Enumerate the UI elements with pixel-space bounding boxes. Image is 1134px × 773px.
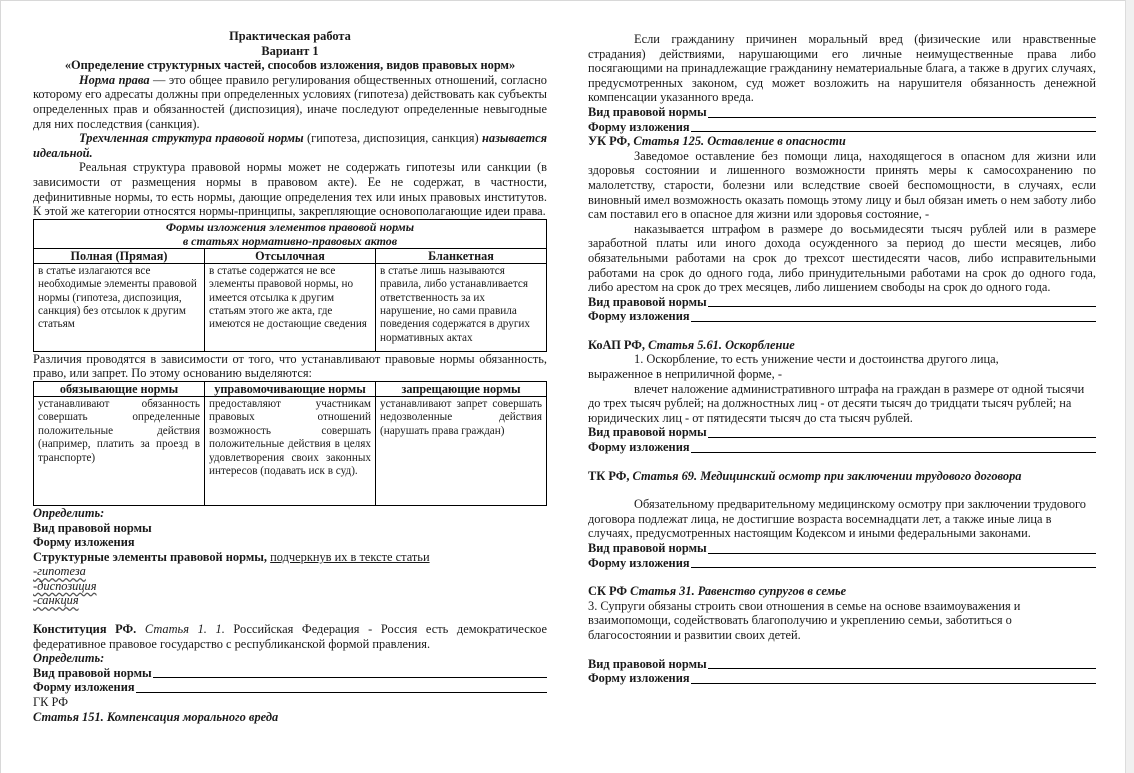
forms-cell-full: в статье излагаются все необходимые элементы правовой нормы (гипотеза, диспозиция, санкция) без отсылок к другим статьям xyxy=(34,263,205,351)
tk-article-heading: ТК РФ, Статья 69. Медицинский осмотр при заключении трудового договора xyxy=(588,468,1022,483)
term-three-part-structure: Трехчленная структура правовой нормы xyxy=(79,131,304,146)
gk-article-text: Если гражданину причинен моральный вред (физические или нравственные страдания) действиями, нарушающими его личные неимущественные права либо посягающими на принадлежащие гражданину нематериальные блага, а также в других случаях, предусмотренных законом, суд может возложить на нарушителя обязанность денежной компенсации указанного вреда. xyxy=(588,32,1096,105)
types-intro: Различия проводятся в зависимости от того, что устанавливают правовые нормы обязанность, право, или запрет. По этому основанию выделяются: xyxy=(33,351,547,381)
intro-paragraph-1: Норма права — это общее правило регулирования общественных отношений, согласно которому его адресаты должны при определенных условиях (гипотеза) действовать как субъекты определенных прав и обязанностей (диспозиция), иначе последуют определенные невыгодные для них последствия (санкция). xyxy=(33,72,547,131)
gk-source: ГК РФ xyxy=(33,695,68,710)
answer-line[interactable] xyxy=(136,692,547,693)
types-table xyxy=(33,381,547,506)
constitution-form-field[interactable]: Форму изложения xyxy=(33,680,547,695)
types-header-empowering: управомочивающие нормы xyxy=(205,381,376,396)
tk-article-text: Обязательному предварительному медицинскому осмотру при заключении трудового договора подлежат лица, не достигшие возраста восемнадцати лет, а также иные лица в случаях, предусмотренных настоящим Кодексом и иными федеральными законами. xyxy=(588,497,1086,541)
answer-line[interactable] xyxy=(691,567,1096,568)
element-sanction: -санкция xyxy=(33,593,79,608)
forms-header-reference: Отсылочная xyxy=(205,248,376,263)
element-hypothesis: -гипотеза xyxy=(33,564,86,579)
tk-type-field[interactable]: Вид правовой нормы xyxy=(588,541,1096,556)
task-item-form: Форму изложения xyxy=(33,535,135,550)
types-cell-prohibiting: устанавливают запрет совершать недозволенные действия (нарушать права граждан) xyxy=(376,396,547,505)
uk-article-text-1: Заведомое оставление без помощи лица, находящегося в опасном для жизни или здоровья состоянии и лишенного возможности принять меры к самосохранению по малолетству, старости, болезни или вследствие своей беспомощности, в случаях, если виновный имел возможность оказать помощь этому лицу и был обязан иметь о нем заботу либо сам поставил его в опасное для жизни или здоровья состояние, - xyxy=(588,148,1096,222)
gk-type-field[interactable]: Вид правовой нормы xyxy=(588,105,1096,120)
forms-header-blanket: Бланкетная xyxy=(376,248,547,263)
answer-line[interactable] xyxy=(708,306,1096,307)
intro-paragraph-3: Реальная структура правовой нормы может не содержать гипотезы или санкции (в зависимости от размещения нормы в правовом акте). Ее не содержат, в частности, дефинитивные нормы, то есть нормы, дающие определения тех или иных правовых институтов. К этой же категории относятся нормы-принципы, закрепляющие основополагающие идеи права. xyxy=(33,160,547,219)
sk-article-heading: СК РФ Статья 31. Равенство супругов в семье xyxy=(588,584,847,599)
answer-line[interactable] xyxy=(708,437,1096,438)
gk-form-field[interactable]: Форму изложения xyxy=(588,120,1096,135)
document-variant: Вариант 1 xyxy=(261,43,319,58)
answer-line[interactable] xyxy=(153,677,547,678)
uk-article-text-2: наказывается штрафом в размере до восьмидесяти тысяч рублей или в размере заработной платы или иного дохода осужденного за период до шести месяцев, либо обязательными работами на срок до трехсот шестидесяти часов, либо исправительными работами на срок до одного года, либо принудительными работами на срок до одного года, либо арестом на срок до трех месяцев, либо лишением свободы на срок до одного года. xyxy=(588,221,1096,295)
koap-article-text-1: 1. Оскорбление, то есть унижение чести и достоинства другого лица, выраженное в неприличной форме, - xyxy=(588,352,999,382)
constitution-type-field[interactable]: Вид правовой нормы xyxy=(33,666,547,681)
sk-form-field[interactable]: Форму изложения xyxy=(588,671,1096,686)
types-cell-empowering: предоставляют участникам правовых отношений возможность совершать положительные действия в целях удовлетворения своих законных интересов (подавать иск в суд). xyxy=(205,396,376,505)
gk-article-title: Статья 151. Компенсация морального вреда xyxy=(33,709,279,724)
task-item-structure: Структурные элементы правовой нормы, подчеркнув их в тексте статьи xyxy=(33,549,430,564)
koap-article-text-2: влечет наложение административного штрафа на граждан в размере от одной тысячи до трех тысяч рублей; на должностных лиц - от десяти тысяч до тридцати тысяч рублей; на юридических лиц - от пятидесяти тысяч до ста тысяч рублей. xyxy=(588,381,1085,425)
uk-type-field[interactable]: Вид правовой нормы xyxy=(588,295,1096,310)
forms-table-title: Формы изложения элементов правовой нормы в статьях нормативно-правовых актов xyxy=(34,219,547,248)
koap-type-field[interactable]: Вид правовой нормы xyxy=(588,425,1096,440)
types-header-obligating: обязывающие нормы xyxy=(34,381,205,396)
koap-form-field[interactable]: Форму изложения xyxy=(588,440,1096,455)
koap-article-heading: КоАП РФ, Статья 5.61. Оскорбление xyxy=(588,337,795,352)
document-subtitle: «Определение структурных частей, способов изложения, видов правовых норм» xyxy=(64,58,516,73)
element-disposition: -диспозиция xyxy=(33,578,97,593)
uk-form-field[interactable]: Форму изложения xyxy=(588,309,1096,324)
task-label: Определить: xyxy=(33,505,105,520)
answer-line[interactable] xyxy=(708,553,1096,554)
uk-article-heading: УК РФ, Статья 125. Оставление в опасности xyxy=(588,134,846,149)
sk-article-text: 3. Супруги обязаны строить свои отношения в семье на основе взаимоуважения и взаимопомощи, содействовать благополучию и укреплению семьи, заботиться о благосостоянии и развитии своих детей. xyxy=(588,598,1021,642)
sk-type-field[interactable]: Вид правовой нормы xyxy=(588,657,1096,672)
forms-header-full: Полная (Прямая) xyxy=(34,248,205,263)
task-item-type: Вид правовой нормы xyxy=(33,520,152,535)
intro-paragraph-2: Трехчленная структура правовой нормы (гипотеза, диспозиция, санкция) называется идеальной. xyxy=(33,131,548,160)
types-header-prohibiting: запрещающие нормы xyxy=(376,381,547,396)
forms-cell-blanket: в статье лишь называются правила, либо устанавливается ответственность за их нарушение, но сами правила поведения содержатся в других нормативных актах xyxy=(376,263,547,351)
term-norma-prava: Норма права xyxy=(79,72,150,87)
answer-line[interactable] xyxy=(708,668,1096,669)
left-column xyxy=(33,29,547,724)
forms-cell-reference: в статье содержатся не все элементы правовой нормы, но имеется отсылка к другим статьям этого же акта, где имеются не достающие сведения xyxy=(205,263,376,351)
answer-line[interactable] xyxy=(691,452,1096,453)
window-edge-scrollbar[interactable] xyxy=(1125,0,1134,773)
answer-line[interactable] xyxy=(691,683,1096,684)
constitution-article: Конституция РФ. Статья 1. 1. Российская Федерация - Россия есть демократическое федеративное правовое государство с республиканской формой правления. xyxy=(33,622,547,651)
constitution-determine-label: Определить: xyxy=(33,651,105,666)
forms-table xyxy=(33,219,547,352)
answer-line[interactable] xyxy=(691,321,1096,322)
answer-line[interactable] xyxy=(708,117,1096,118)
document-title: Практическая работа xyxy=(229,29,351,43)
tk-form-field[interactable]: Форму изложения xyxy=(588,556,1096,571)
answer-line[interactable] xyxy=(691,131,1096,132)
right-column xyxy=(588,32,1096,686)
types-cell-obligating: устанавливают обязанность совершать определенные положительные действия (например, платить за проезд в транспорте) xyxy=(34,396,205,505)
